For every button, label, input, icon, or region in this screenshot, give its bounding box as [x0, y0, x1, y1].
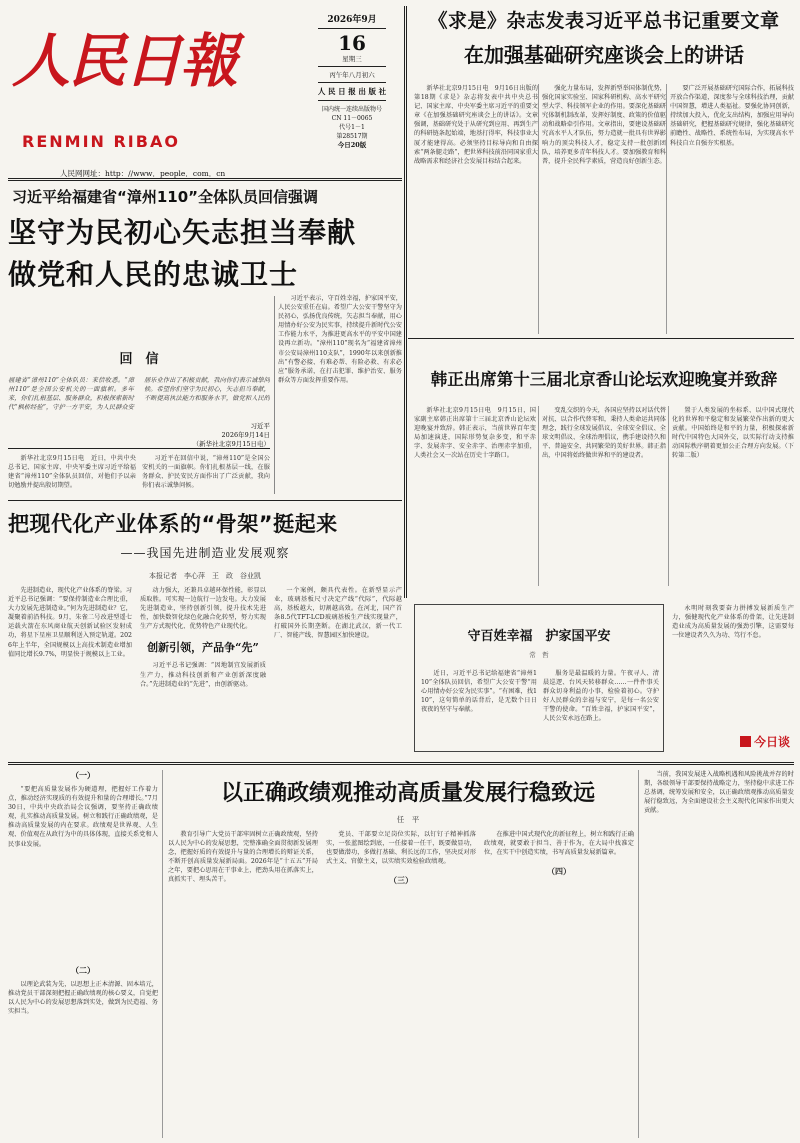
main-story — [8, 186, 402, 496]
essay-byline: 常 哲 — [529, 651, 549, 659]
date-line: 2026年9月 — [327, 15, 377, 25]
bottom-col-4: 在推进中国式现代化的新征程上，树立和践行正确政绩观，就要敢于担当、善于作为，在大局中找准定位，在实干中创造实绩，书写高质量发展新篇章。 （四） — [484, 831, 634, 877]
main-headline-2: 做党和人民的忠诚卫士 — [8, 258, 299, 291]
bottom-section-4: （四） — [547, 866, 571, 877]
today-talk — [672, 604, 794, 752]
issn-label: 国内统一连续出版物号 — [321, 106, 382, 113]
manufacturing-byline: 本报记者 李心萍 王 政 谷业凯 — [149, 572, 261, 580]
manufacturing-col-3: 一个案例，颇具代表性。在新型显示产业，玻璃基板尺寸决定产线“代际”，代际越高，基板越大，切割越高效。在河北，国产首条8.5代TFT-LCD玻璃基板生产线实现量产，打破国外长期垄断。在湖北武汉，新一代工厂、智能产线、智慧园区加快建设。 — [274, 587, 402, 640]
bottom-section-2: （二） — [71, 965, 95, 975]
essay-box — [414, 604, 664, 752]
main-headline-1: 坚守为民初心矢志担当奉献 — [8, 216, 357, 249]
report-col-2: 习近平在回信中说，“漳州110”是全国公安机关的一面旗帜。你们扎根基层一线，在服务群众、护民安民方面作出了广泛贡献，我向你们表示诚挚问候。 — [142, 455, 270, 490]
han-zheng-col-1: 新华社北京9月15日电 9月15日，国家副主席韩正出席第十三届北京香山论坛欢迎晚宴并致辞。韩正表示，当前世界百年变局加速演进，国际形势复杂多变，和平赤字、发展赤字、安全赤字、治理赤字加重，人类社会又一次站在历史十字路口。 — [414, 407, 536, 460]
masthead-website: 人民网网址：http：//www．people．com．cn — [60, 169, 226, 178]
letter-signature: 习近平 — [250, 422, 270, 430]
bottom-headline: 以正确政绩观推动高质量发展行稳致远 — [220, 781, 595, 806]
manufacturing-subhead: ——我国先进制造业发展观察 — [120, 546, 290, 560]
letter-date: 2026年9月14日 — [221, 431, 270, 439]
today-talk-body: 永明时刻我要奋力拼搏发展新质生产力，强健现代化产业体系的骨架，让先进制造业成为高质量发展的强劲引擎，这需要每一位建设者久久为功、笃行不怠。 — [672, 605, 794, 640]
han-zheng-col-2: 变乱交织的今天，各国应坚持以对话代替对抗、以合作代替零和，秉持人类命运共同体理念，践行全球发展倡议、全球安全倡议、全球文明倡议、全球治理倡议，携手建设持久和平、普遍安全、共同繁荣的美好世界。韩正指出，中国将始终做世界和平的建设者。 — [542, 407, 666, 460]
han-zheng-headline: 韩正出席第十三届北京香山论坛欢迎晚宴并致辞 — [430, 370, 778, 389]
page-count: 今日20版 — [337, 141, 367, 149]
bottom-col-2: 教育引导广大党员干部牢固树立正确政绩观，坚持以人民为中心的发展思想，完整准确全面贯彻新发展理念，把握好质的有效提升与量的合理增长的辩证关系，不断开创高质量发展新局面。2026年是“十五五”开局之年，要把心思用在干事业上，把劲头用在抓落实上，真抓实干、埋头苦干。 — [168, 831, 318, 884]
bottom-col-5: 当前，我国发展进入战略机遇和风险挑战并存的时期，各级领导干部要保持战略定力，坚持稳中求进工作总基调，统筹发展和安全，以正确政绩观推动高质量发展行稳致远，为全面建设社会主义现代化国家作出更大贡献。 — [644, 771, 794, 815]
date-panel — [300, 6, 404, 172]
bottom-left-col-a: “要把高质量发展作为硬道理，把握好工作着力点，推动经济实现质的有效提升和量的合理增长。”7月30日，中共中央政治局会议强调，要坚持正确政绩观，扎实推动高质量发展。树立和践行正确政绩观，是推动高质量发展的内在要求。政绩观是世界观、人生观、价值观在从政行为中的具体体现，直接关系党和人民事业发展。 — [8, 786, 158, 848]
bottom-byline: 任 平 — [396, 815, 420, 824]
qiushi-col-1: 新华社北京9月15日电 9月16日出版的第18期《求是》杂志将发表中共中央总书记、国家主席、中央军委主席习近平的重要文章《在加强基础研究座谈会上的讲话》。文章强调，基础研究处于从研究到应用、再到生产的科研链条起始端，地基打得牢，科技事业大厦才能建得高。必须坚持目标导向和自由探索“两条腿走路”，把世界科技前沿同国家重大战略需求和经济社会发展目标结合起来。 — [414, 85, 538, 165]
top-right-article — [414, 6, 794, 336]
manufacturing-section-title: 创新引领，产品争“先” — [147, 641, 259, 655]
letter-credit: （新华社北京9月15日电） — [192, 440, 270, 448]
qiushi-col-3: 要广泛开展基础研究国际合作，拓展科技开放合作渠道，深度参与全球科技治理，贡献中国智慧，增进人类福祉。要强化协同创新，持续加大投入，优化支出结构，加强应用导向基础研究，把握基础研究规律，强化基础研究前瞻性、战略性、系统性布局，为实现高水平科技自立自强夯实根基。 — [670, 85, 794, 147]
report-col-1: 新华社北京9月15日电 近日，中共中央总书记、国家主席、中央军委主席习近平给福建省“漳州110”全体队员回信，对他们予以亲切勉励并提出殷切期望。 — [8, 455, 136, 490]
letter-title: 回 信 — [119, 352, 159, 367]
manufacturing-headline: 把现代化产业体系的“骨架”挺起来 — [8, 512, 338, 536]
essay-col-2: 服务是最温暖的力量。午夜寻人、清晨巡逻、台风天转移群众……一件件事关群众切身利益的小事，检验着初心。守护好人民群众的幸福与安宁，是每一名公安干警的使命。“百姓幸福，护家国平安”，人民公安永远在路上。 — [543, 670, 659, 723]
manufacturing-col-1: 先进制造业，现代化产业体系的脊梁。习近平总书记强调：“要保持制造业合理比重，大力发展先进制造业。”何为先进制造业？它，凝聚着前沿科技。9月，朱雀二号改进型遥七运载火箭在东风商业航天创新试验区发射成功，将星下星座卫星顺利送入预定轨道。2026年上半年，全国规模以上高技术制造业增加值同比增长9.7%，明显快于规模以上工业。 — [8, 587, 132, 658]
han-zheng-col-3: 置于人类发展的坐标系、以中国式现代化的世界和平稳定和发展繁荣作出新的更大贡献。中国始终是和平的力量，积极探索新时代中国特色大国外交，以实际行动支持推动国际秩序朝着更加公正合理方向发展。（下转第二版） — [672, 407, 794, 460]
cn-number: CN 11－0065 — [331, 115, 373, 122]
qiushi-col-2: 强化力量布局，发挥新型举国体制优势，强化国家实验室、国家科研机构、高水平研究型大学、科技领军企业的作用。要深化基础研究体制机制改革，发挥好制度、政策的价值驱动和战略牵引作用。文章指出，要建设基础研究高水平人才队伍，努力造就一批具有世界影响力的顶尖科技人才，稳定支持一批创新团队，培养更多青年科技人才。要加强教育和科普，提升全民科学素质，营造良好创新生态。 — [542, 85, 666, 165]
han-zheng-article — [414, 346, 794, 596]
date-lunar: 丙午年八月初六 — [329, 71, 375, 79]
today-talk-label: 今日谈 — [753, 735, 790, 749]
today-talk-badge-icon — [740, 736, 751, 747]
masthead-romanized: RENMIN RIBAO — [22, 132, 180, 151]
date-weekday: 星期三 — [342, 55, 362, 63]
date-day: 16 — [338, 31, 366, 55]
bottom-section-1: （一） — [71, 770, 95, 780]
manufacturing-col-2: 动力强大，还兼具卓越环保性能，彰显以质取胜。可实现一边航行一边发电。大力发展先进制造业，坚持创新引领，提升技术先进性，加快数智化绿色化融合化转型，努力实现生产方式现代化、优势特色产业现代化。 创新引领，产品争“先” 习近平总书记强调：“因地制宜发展新质生产力，推动科技创新和产业创新深度融合。”先进制造业的“先进”，由创新驱动。 — [140, 587, 266, 688]
report-col-3: 习近平表示，守百姓幸福，护家国平安，人民公安重任在肩。希望广大公安干警坚守为民初心，弘扬优良传统，矢志担当奉献，用心用情办好公安为民实事，持续提升新时代公安工作能力水平，为推进更高水平的平安中国建设再立新功。“漳州110”现名为“福建省漳州市公安局漳州110支队”，1990年以来创新推出“有警必接、有难必帮、有险必救、有求必应”服务承诺，在打击犯罪、维护治安、服务群众等方面发挥重要作用。 — [278, 295, 402, 384]
main-kicker: 习近平给福建省“漳州110”全体队员回信强调 — [12, 188, 319, 206]
code-number: 代号1－1 — [339, 124, 365, 131]
essay-headline: 守百姓幸福 护家国平安 — [467, 629, 611, 644]
publisher: 人 民 日 报 出 版 社 — [317, 87, 387, 96]
bottom-col-3: 党员、干部要立足岗位实际，以钉钉子精神抓落实，一张蓝图绘到底，一任接着一任干，既要做显功，也要做潜功，多做打基础、利长远的工作，坚决反对形式主义、官僚主义，以实绩实效检验政绩观。 （三） — [326, 831, 476, 886]
issue-number: 第28517期 — [336, 133, 368, 140]
qiushi-headline: 在加强基础研究座谈会上的讲话 — [464, 43, 744, 67]
letter-body: 福建省“漳州110”全体队员：来信收悉。“漳州110”是全国公安机关的一面旗帜。多年来，你们扎根基层、服务群众，积极探索新时代“枫桥经验”，守护一方平安，为人民群众安居乐业作出了积极贡献，我向你们表示诚挚问候。希望你们坚守为民初心，矢志担当奉献，不断提高执法能力和服务水平，做党和人民的 — [8, 377, 270, 412]
bottom-essay — [8, 770, 794, 1138]
bottom-left-col-b: 以理论武装为先，以思想上正本清源、固本培元，推动党员干部深刻把握正确政绩观的核心要义，自觉把以人民为中心的发展思想落到实处，做到为民造福、务实担当。 — [8, 981, 158, 1016]
masthead-logo: 人民日報 — [12, 27, 237, 95]
manufacturing-article — [8, 508, 402, 808]
essay-col-1: 近日，习近平总书记给福建省“漳州110”全体队员回信，希望广大公安干警“用心用情办好公安为民实事”。“有困难，找110”，这句简单的话背后，是无数个日日夜夜的坚守与奉献。 — [421, 670, 537, 714]
bottom-section-3: （三） — [389, 875, 413, 886]
qiushi-kicker: 《求是》杂志发表习近平总书记重要文章 — [428, 10, 780, 32]
